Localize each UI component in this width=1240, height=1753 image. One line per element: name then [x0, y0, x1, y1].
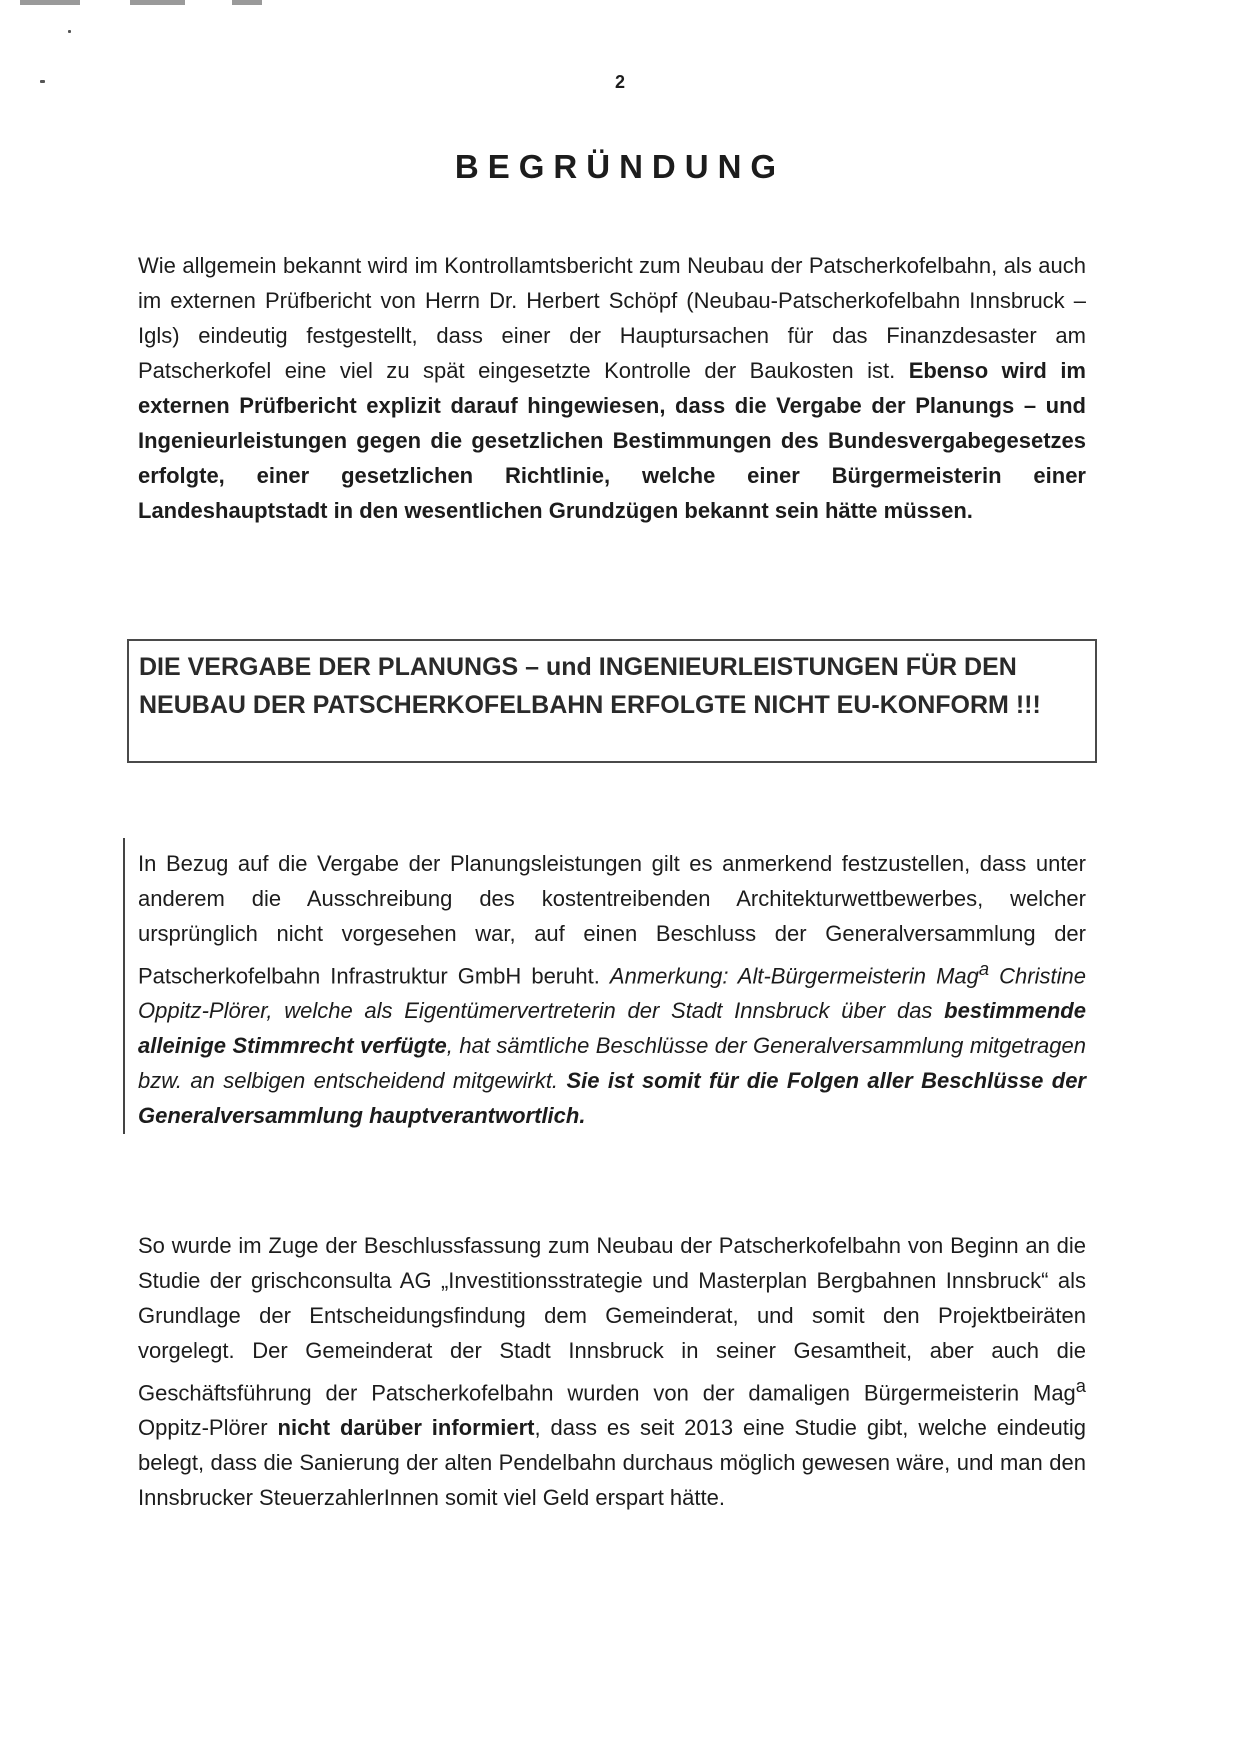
paragraph-2-bold-italic-1: bestimmende alleinige Stimmrecht verfügte [138, 998, 1086, 1059]
scan-speck [68, 30, 71, 33]
paragraph-2-italic-2: Christine Oppitz-Plörer, welche als Eigentümervertreterin der Stadt Innsbruck über das [138, 963, 1086, 1024]
paragraph-2-italic-1: Anmerkung: Alt-Bürgermeisterin Mag [609, 963, 979, 989]
page-number: 2 [614, 72, 625, 92]
paragraph-2-italic-3: , hat sämtliche Beschlüsse der Generalversammlung mitgetragen bzw. an selbigen entscheidend mitgewirkt. [138, 1033, 1086, 1094]
paragraph-2-bold-italic-2: Sie ist somit für die Folgen aller Beschlüsse der Generalversammlung hauptverantwortlich. [138, 1068, 1086, 1129]
paragraph-3-text-2: Oppitz-Plörer [138, 1415, 268, 1441]
paragraph-1-text: Wie allgemein bekannt wird im Kontrollamtsbericht zum Neubau der Patscherkofelbahn, als auch im externen Prüfbericht von Herrn Dr. Herbert Schöpf (Neubau-Patscherkofelbahn Innsbruck – Igls) eindeutig festgestellt, dass einer der Hauptursachen für das Finanzdesaster am Patscherkofel eine viel zu spät eingesetzte Kontrolle der Baukosten ist. [138, 253, 1086, 383]
highlight-box [127, 639, 1097, 763]
paragraph-2-text: In Bezug auf die Vergabe der Planungsleistungen gilt es anmerkend festzustellen, dass unter anderem die Ausschreibung des kostentreibenden Architekturwettbewerbes, welcher ursprünglich nicht vorgesehen war, auf einen Beschluss der Generalversammlung der Patscherkofelbahn Infrastruktur GmbH beruht. [138, 851, 1086, 989]
scan-artifacts [0, 0, 300, 20]
paragraph-3-superscript: a [1075, 1375, 1086, 1396]
paragraph-2-superscript: a [978, 958, 990, 979]
highlight-box-text: DIE VERGABE DER PLANUNGS – und INGENIEURLEISTUNGEN FÜR DEN NEUBAU DER PATSCHERKOFELBAHN ERFOLGTE NICHT EU-KONFORM !!! [139, 653, 1041, 719]
paragraph-3-bold: nicht darüber informiert [277, 1415, 535, 1441]
paragraph-3 [138, 1228, 1086, 1515]
margin-bar [123, 838, 125, 1134]
paragraph-1 [138, 248, 1086, 528]
page-title: BEGRÜNDUNG [454, 148, 786, 185]
paragraph-3-text-1: So wurde im Zuge der Beschlussfassung zum Neubau der Patscherkofelbahn von Beginn an die Studie der grischconsulta AG „Investitionsstrategie und Masterplan Bergbahnen Innsbruck“ als Grundlage der Entscheidungsfindung dem Gemeinderat, und somit den Projektbeiräten vorgelegt. Der Gemeinderat der Stadt Innsbruck in seiner Gesamtheit, aber auch die Geschäftsführung der Patscherkofelbahn wurden von der damaligen Bürgermeisterin Mag [138, 1233, 1086, 1406]
paragraph-2 [138, 846, 1086, 1133]
paragraph-3-text-3: , dass es seit 2013 eine Studie gibt, welche eindeutig belegt, dass die Sanierung der alten Pendelbahn durchaus möglich gewesen wäre, und man den Innsbrucker SteuerzahlerInnen somit viel Geld erspart hätte. [138, 1415, 1087, 1511]
paragraph-1-bold: Ebenso wird im externen Prüfbericht explizit darauf hingewiesen, dass die Vergabe der Planungs – und Ingenieurleistungen gegen die gesetzlichen Bestimmungen des Bundesvergabegesetzes erfolgte, einer gesetzlichen Richtlinie, welche einer Bürgermeisterin einer Landeshauptstadt in den wesentlichen Grundzügen bekannt sein hätte müssen. [138, 358, 1086, 523]
